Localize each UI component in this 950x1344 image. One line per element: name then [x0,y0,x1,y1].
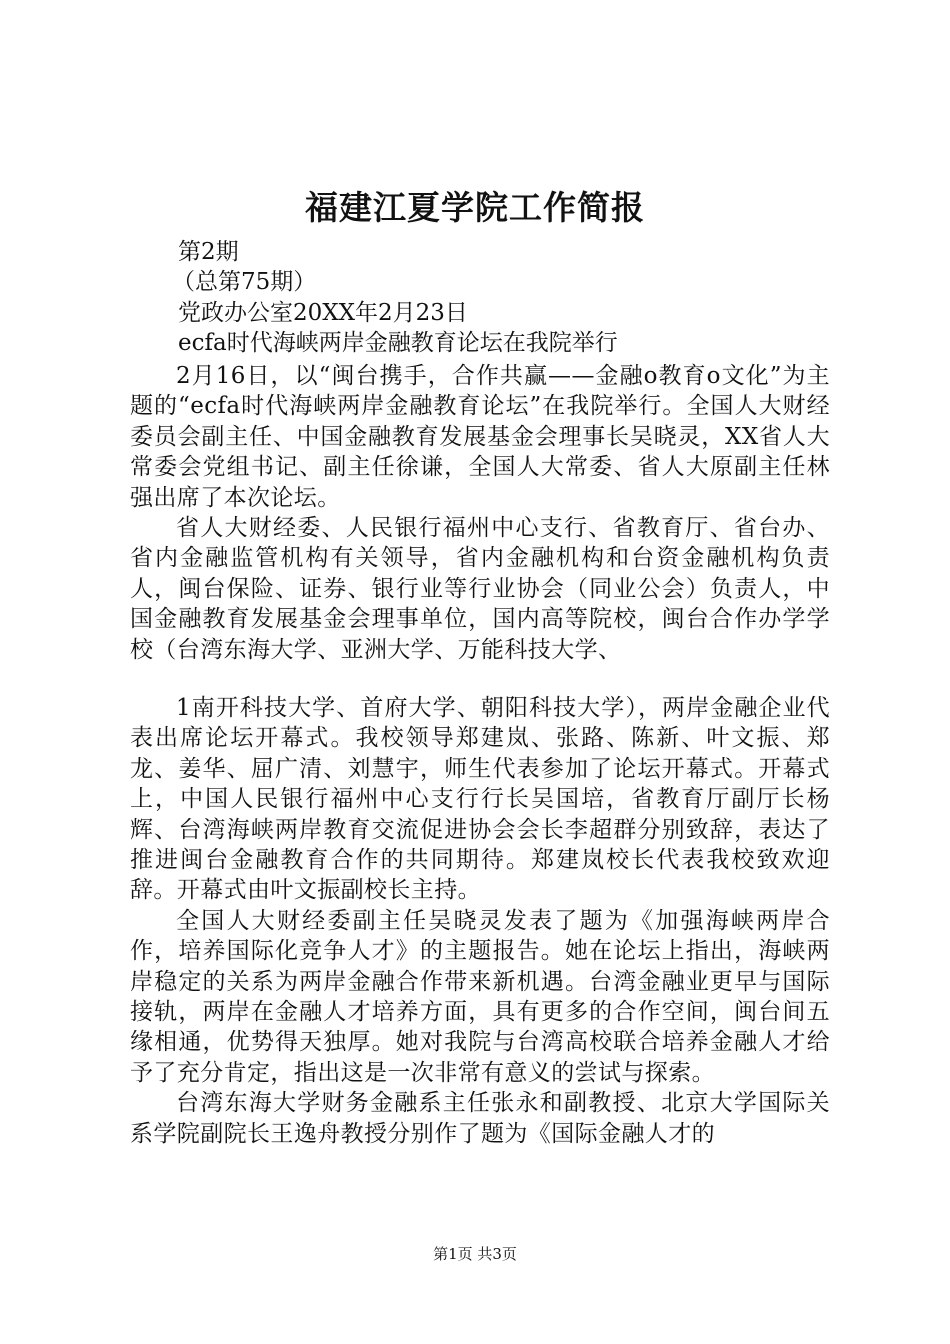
issue-number: 第2期 [178,239,239,265]
paragraph: 台湾东海大学财务金融系主任张永和副教授、北京大学国际关系学院副院长王逸舟教授分别作了题为《国际金融人才的 [130,1090,830,1147]
paragraph: 全国人大财经委副主任吴晓灵发表了题为《加强海峡两岸合作，培养国际化竞争人才》的主题报告。她在论坛上指出，海峡两岸稳定的关系为两岸金融合作带来新机遇。台湾金融业更早与国际接轨，两岸在金融人才培养方面，具有更多的合作空间，闽台间五缘相通，优势得天独厚。她对我院与台湾高校联合培养金融人才给予了充分肯定，指出这是一次非常有意义的尝试与探索。 [130,907,830,1086]
office-date-line: 党政办公室20XX年2月23日 [178,300,468,326]
paragraph: 省人大财经委、人民银行福州中心支行、省教育厅、省台办、省内金融监管机构有关领导，省内金融机构和台资金融机构负责人，闽台保险、证券、银行业等行业协会（同业公会）负责人，中国金融教育发展基金会理事单位，国内高等院校，闽台合作办学学校（台湾东海大学、亚洲大学、万能科技大学、 [130,515,830,663]
body-section-2 [130,693,830,1149]
paragraph: 2月16日，以“闽台携手，合作共赢——金融o教育o文化”为主题的“ecfa时代海峡两岸金融教育论坛”在我院举行。全国人大财经委员会副主任、中国金融教育发展基金会理事长吴晓灵，XX省人大常委会党组书记、副主任徐谦，全国人大常委、省人大原副主任林强出席了本次论坛。 [130,363,830,511]
article-headline: ecfa时代海峡两岸金融教育论坛在我院举行 [178,330,618,356]
page-footer: 第1页 共3页 [433,1245,517,1263]
body-section-1 [130,361,830,665]
document-title: 福建江夏学院工作简报 [305,188,645,227]
paragraph: 1南开科技大学、首府大学、朝阳科技大学），两岸金融企业代表出席论坛开幕式。我校领导郑建岚、张路、陈新、叶文振、郑龙、姜华、屈广清、刘慧宇，师生代表参加了论坛开幕式。开幕式上，中国人民银行福州中心支行行长吴国培，省教育厅副厅长杨辉、台湾海峡两岸教育交流促进协会会长李超群分别致辞，表达了推进闽台金融教育合作的共同期待。郑建岚校长代表我校致欢迎辞。开幕式由叶文振副校长主持。 [130,695,830,904]
total-issue-number: （总第75期） [172,269,317,295]
